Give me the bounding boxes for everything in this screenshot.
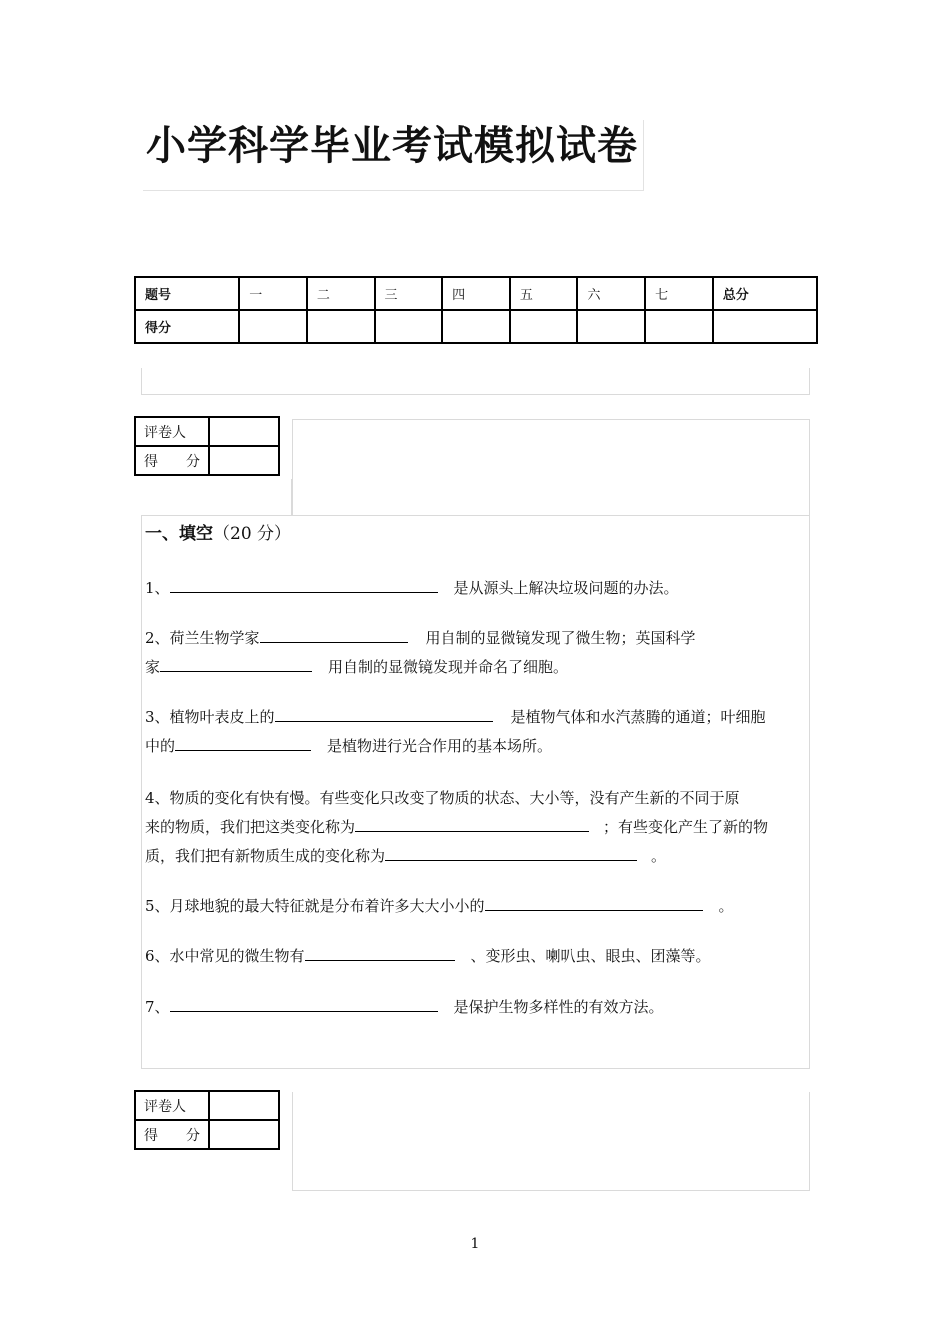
answer-blank[interactable] — [305, 943, 455, 961]
answer-blank[interactable] — [170, 575, 438, 593]
grader-table — [134, 416, 280, 476]
score-header-cell: 六 — [577, 277, 645, 310]
score-header-cell: 五 — [510, 277, 578, 310]
score-header-cell: 四 — [442, 277, 510, 310]
question-6: 6、水中常见的微生物有 、变形虫、喇叭虫、眼虫、团藻等。 — [145, 942, 813, 971]
answer-blank[interactable] — [355, 814, 589, 832]
score-cell[interactable] — [239, 310, 307, 343]
answer-blank[interactable] — [160, 654, 312, 672]
section-frame-connector — [291, 479, 292, 515]
answer-blank[interactable] — [485, 893, 703, 911]
score-cell[interactable] — [510, 310, 578, 343]
grader-table-2 — [134, 1090, 280, 1150]
answer-blank[interactable] — [175, 733, 311, 751]
section-frame-connector — [141, 515, 292, 516]
score-header-cell: 题号 — [135, 277, 239, 310]
grader-score-label: 得 分 — [135, 1120, 209, 1149]
reviewer-cell[interactable] — [209, 1091, 279, 1120]
score-header-cell: 总分 — [713, 277, 817, 310]
reviewer-cell[interactable] — [209, 417, 279, 446]
score-cell[interactable] — [307, 310, 375, 343]
reviewer-label: 评卷人 — [135, 1091, 209, 1120]
grader-side-frame — [292, 419, 810, 516]
blank-frame — [141, 368, 810, 395]
section-name: 填空 — [179, 524, 213, 544]
score-table-header-row — [135, 277, 817, 310]
score-table — [134, 276, 818, 344]
question-2: 2、荷兰生物学家 用自制的显微镜发现了微生物；英国科学 家 用自制的显微镜发现并命名了细胞。 — [145, 624, 813, 682]
page-title: 小学科学毕业考试模拟试卷 — [146, 123, 638, 169]
question-4: 4、物质的变化有快有慢。有些变化只改变了物质的状态、大小等，没有产生新的不同于原 来的物质，我们把这类变化称为 ；有些变化产生了新的物 质，我们把有新物质生成的变化称为 。 — [145, 789, 769, 865]
answer-blank[interactable] — [275, 704, 493, 722]
page-number: 1 — [470, 1236, 480, 1252]
score-table-score-row — [135, 310, 817, 343]
question-5: 5、月球地貌的最大特征就是分布着许多大大小小的 。 — [145, 892, 813, 921]
question-3: 3、植物叶表皮上的 是植物气体和水汽蒸腾的通道；叶细胞 中的 是植物进行光合作用的基本场所。 — [145, 703, 813, 761]
answer-blank[interactable] — [385, 843, 637, 861]
grader-score-cell[interactable] — [209, 1120, 279, 1149]
score-header-cell: 二 — [307, 277, 375, 310]
score-cell[interactable] — [645, 310, 713, 343]
score-cell[interactable] — [375, 310, 443, 343]
question-1: 1、 是从源头上解决垃圾问题的办法。 — [145, 574, 813, 603]
grader-score-label: 得 分 — [135, 446, 209, 475]
reviewer-label: 评卷人 — [135, 417, 209, 446]
score-cell[interactable] — [577, 310, 645, 343]
grader-side-frame-2 — [292, 1092, 810, 1191]
section-heading — [145, 522, 291, 546]
score-cell[interactable] — [713, 310, 817, 343]
score-row-label: 得分 — [135, 310, 239, 343]
grader-score-cell[interactable] — [209, 446, 279, 475]
score-header-cell: 七 — [645, 277, 713, 310]
section-points: （20 分） — [213, 524, 292, 544]
score-cell[interactable] — [442, 310, 510, 343]
score-header-cell: 一 — [239, 277, 307, 310]
answer-blank[interactable] — [170, 994, 438, 1012]
section-number: 一、 — [145, 524, 179, 544]
question-7: 7、 是保护生物多样性的有效方法。 — [145, 993, 813, 1022]
score-header-cell: 三 — [375, 277, 443, 310]
answer-blank[interactable] — [260, 625, 408, 643]
